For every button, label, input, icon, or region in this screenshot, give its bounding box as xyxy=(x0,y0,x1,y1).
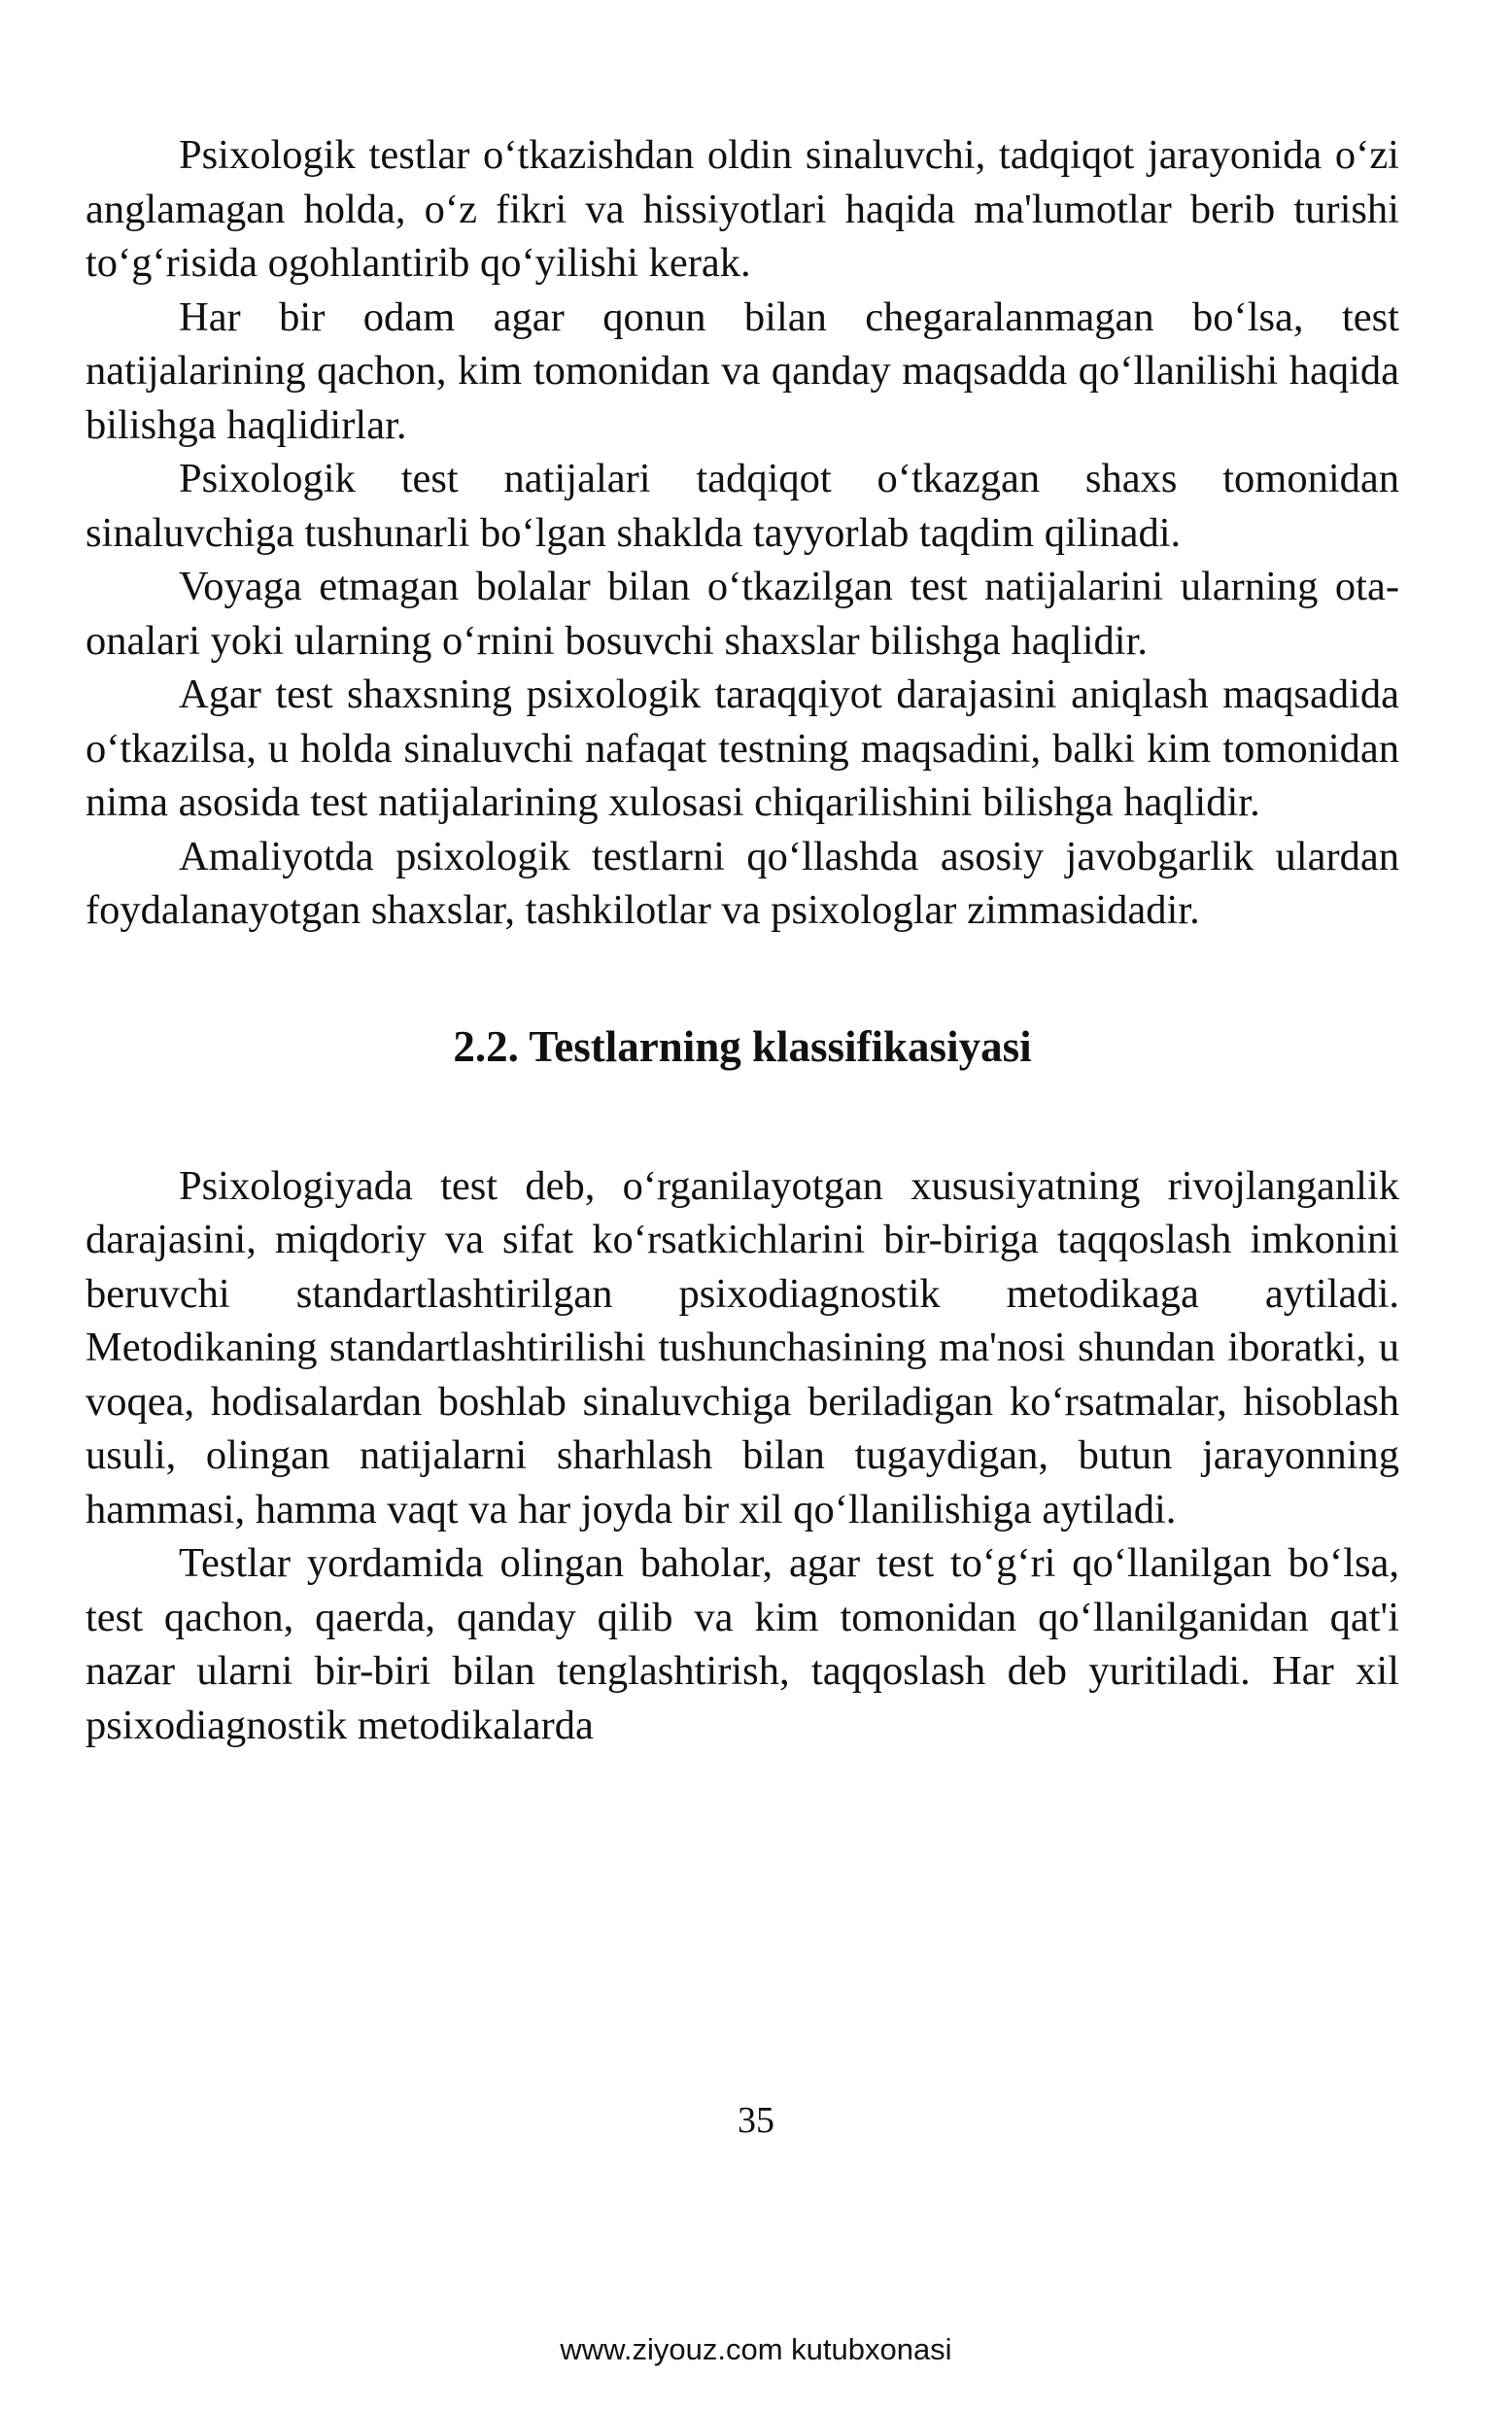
paragraph: Har bir odam agar qonun bilan chegaralanmagan bo‘lsa, test natijalarining qachon, kim tomonidan va qanday maqsadda qo‘llanilishi haqida bilishga haqlidirlar. xyxy=(86,293,1399,448)
paragraph: Psixologik testlar o‘tkazishdan oldin sinaluvchi, tadqiqot jarayonida o‘zi anglamagan holda, o‘z fikri va hissiyotlari haqida ma'lumotlar berib turishi to‘g‘risida ogohlantirib qo‘yilishi kerak. xyxy=(86,132,1399,286)
footer-watermark: www.ziyouz.com kutubxonasi xyxy=(560,2332,952,2366)
page-number: 35 xyxy=(738,2100,774,2141)
paragraph: Psixologik test natijalari tadqiqot o‘tkazgan shaxs tomonidan sinaluvchiga tushunarli bo‘lgan shaklda tayyorlab taqdim qilinadi. xyxy=(86,456,1399,556)
section-heading: 2.2. Testlarning klassifikasiyasi xyxy=(453,1021,1032,1071)
paragraph: Psixologiyada test deb, o‘rganilayotgan xususiyatning rivojlanganlik darajasini, miqdoriy va sifat ko‘rsatkichlarini bir-biriga taqqoslash imkonini beruvchi standartlashtirilgan psixodiagnostik metodikaga aytiladi. Metodikaning standartlashtirilishi tushunchasining ma'nosi shundan iboratki, u voqea, hodisalardan boshlab sinaluvchiga beriladigan ko‘rsatmalar, hisoblash usuli, olingan natijalarni sharhlash bilan tugaydigan, butun jarayonning hammasi, hamma vaqt va har joyda bir xil qo‘llanilishiga aytiladi. xyxy=(86,1162,1399,1532)
paragraph: Testlar yordamida olingan baholar, agar test to‘g‘ri qo‘llanilgan bo‘lsa, test qachon, qaerda, qanday qilib va kim tomonidan qo‘llanilganidan qat'i nazar ularni bir-biri bilan tenglashtirish, taqqoslash deb yuritiladi. Har xil psixodiagnostik metodikalarda xyxy=(86,1540,1399,1748)
paragraph: Amaliyotda psixologik testlarni qo‘llashda asosiy javobgarlik ulardan foydalanayotgan shaxslar, tashkilotlar va psixologlar zimmasidadir. xyxy=(86,833,1399,933)
paragraph: Agar test shaxsning psixologik taraqqiyot darajasini aniqlash maqsadida o‘tkazilsa, u holda sinaluvchi nafaqat testning maqsadini, balki kim tomonidan nima asosida test natijalarining xulosasi chiqarilishini bilishga haqlidir. xyxy=(86,671,1399,825)
paragraph: Voyaga etmagan bolalar bilan o‘tkazilgan test natijalarini ularning ota-onalari yoki ularning o‘rnini bosuvchi shaxslar bilishga haqlidir. xyxy=(86,564,1399,664)
page-body xyxy=(86,128,1399,1752)
